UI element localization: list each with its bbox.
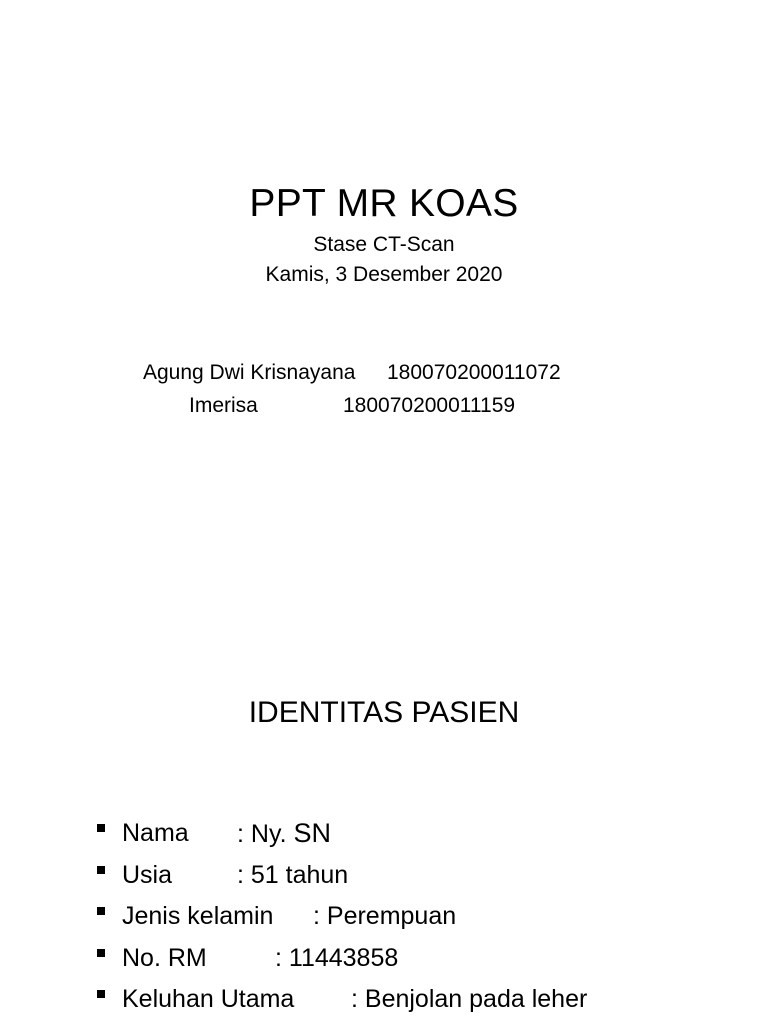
item-label: Jenis kelamin: [122, 902, 274, 930]
slide-heading: IDENTITAS PASIEN: [248, 696, 520, 729]
slide-subtitle: [0, 230, 768, 290]
author-row: [0, 389, 768, 422]
square-bullet-icon: [97, 824, 105, 832]
subtitle-date: Kamis, 3 Desember 2020: [265, 263, 503, 286]
item-label: Usia: [122, 860, 173, 889]
author-name: Agung Dwi Krisnayana: [143, 361, 356, 384]
item-value: : Benjolan pada leher: [351, 985, 588, 1013]
item-label: No. RM: [122, 943, 207, 972]
item-value: : 51 tahun: [237, 860, 349, 889]
square-bullet-icon: [97, 907, 105, 915]
subtitle-stase: Stase CT-Scan: [313, 233, 455, 256]
square-bullet-icon: [97, 866, 105, 874]
square-bullet-icon: [97, 990, 105, 998]
author-name: Imerisa: [189, 394, 258, 417]
slide-title: PPT MR KOAS: [249, 182, 519, 225]
value-prefix: : Ny.: [237, 820, 287, 848]
author-id: 180070200011159: [343, 394, 516, 417]
patient-identity-slide: [0, 512, 768, 1024]
item-label: Keluhan Utama: [122, 985, 295, 1013]
square-bullet-icon: [97, 949, 105, 957]
item-label: Nama: [122, 819, 189, 847]
author-id: 180070200011072: [387, 361, 561, 384]
item-value: : Perempuan: [313, 902, 457, 930]
patient-initials: SN: [293, 818, 332, 848]
author-row: [0, 356, 768, 389]
author-list: [0, 356, 768, 422]
item-value: [237, 813, 331, 854]
item-value: : 11443858: [275, 943, 399, 972]
